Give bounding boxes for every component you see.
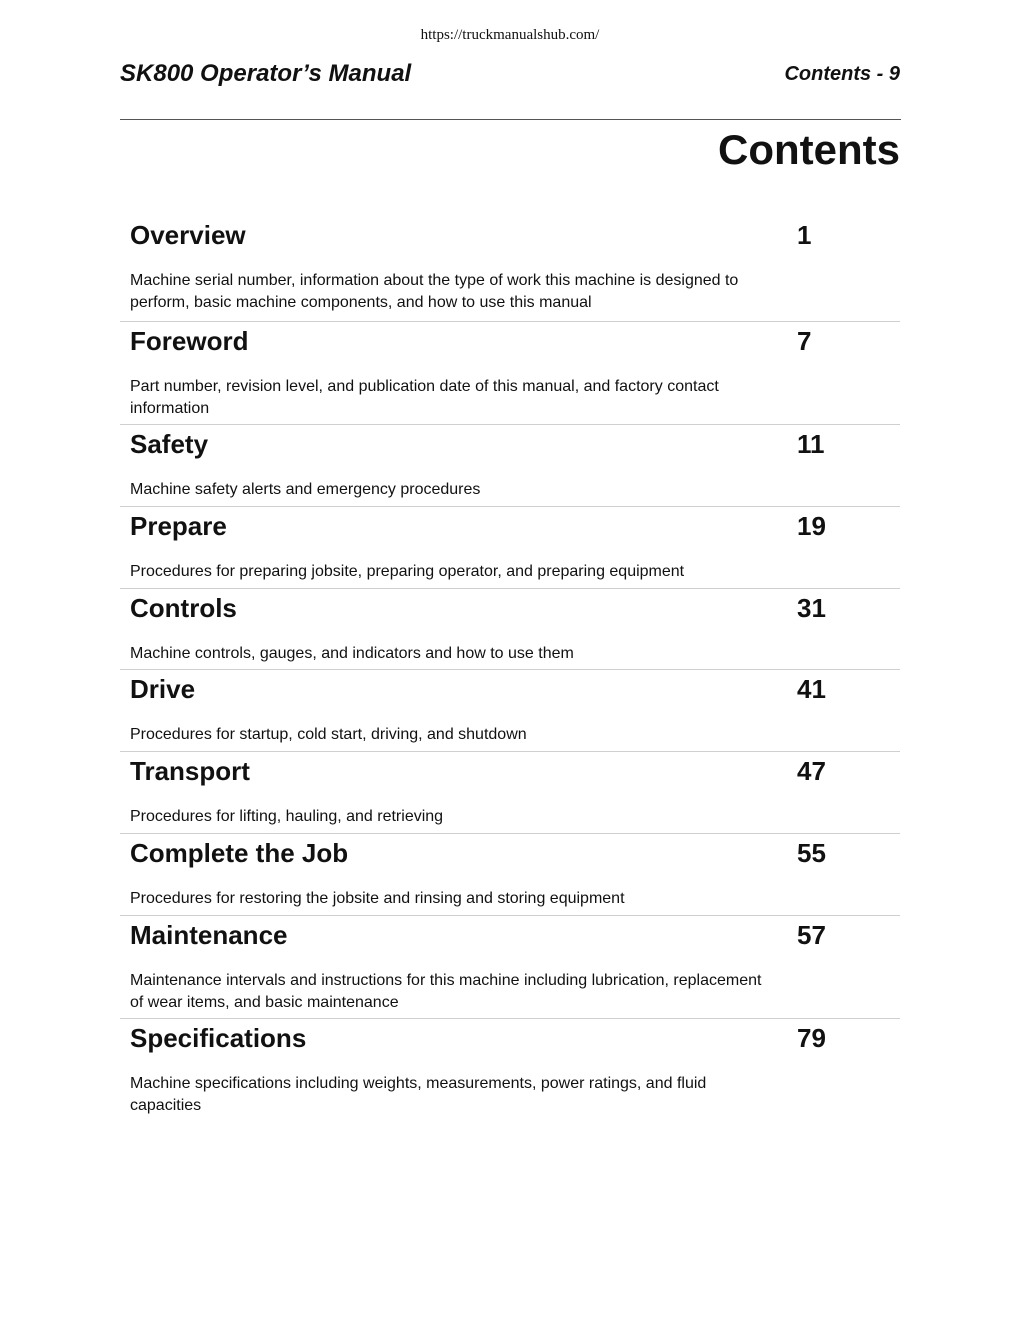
toc-entry-description: Machine specifications including weights, measurements, power ratings, and fluid capacities xyxy=(130,1075,707,1114)
source-url: https://truckmanualshub.com/ xyxy=(420,27,600,43)
toc-entry-description: Procedures for startup, cold start, driving, and shutdown xyxy=(130,726,527,743)
toc-entry-page[interactable]: 47 xyxy=(797,756,826,786)
toc-entry-title[interactable]: Specifications xyxy=(130,1023,307,1053)
toc-entry-overview[interactable] xyxy=(120,216,900,322)
toc-entry-page[interactable]: 7 xyxy=(797,326,812,356)
toc-entry-specifications[interactable] xyxy=(120,1019,900,1129)
toc-entry-title[interactable]: Controls xyxy=(130,593,237,623)
toc-entry-page[interactable]: 79 xyxy=(797,1023,826,1053)
toc-entry-description: Machine safety alerts and emergency procedures xyxy=(130,481,481,498)
toc-entry-page[interactable]: 11 xyxy=(797,429,825,459)
toc-entry-description: Procedures for lifting, hauling, and retrieving xyxy=(130,808,444,825)
toc-entry-controls[interactable] xyxy=(120,589,900,670)
toc-entry-description: Maintenance intervals and instructions for this machine including lubrication, replacement of wear items, and basic maintenance xyxy=(130,972,762,1011)
manual-title: SK800 Operator’s Manual xyxy=(120,60,412,87)
toc-entry-transport[interactable] xyxy=(120,752,900,834)
toc-entry-page[interactable]: 55 xyxy=(797,838,826,868)
toc-entry-title[interactable]: Foreword xyxy=(130,326,249,356)
toc-entry-title[interactable]: Transport xyxy=(130,756,250,786)
toc-entry-title[interactable]: Overview xyxy=(130,220,246,250)
toc-entry-description: Machine controls, gauges, and indicators and how to use them xyxy=(130,645,574,662)
toc-entry-maintenance[interactable] xyxy=(120,916,900,1019)
toc-entry-description: Procedures for restoring the jobsite and rinsing and storing equipment xyxy=(130,890,625,907)
toc-entry-complete-the-job[interactable] xyxy=(120,834,900,916)
toc-entry-title[interactable]: Prepare xyxy=(130,511,227,541)
toc-entry-safety[interactable] xyxy=(120,425,900,507)
toc-entry-page[interactable]: 31 xyxy=(797,593,826,623)
toc-entry-description: Machine serial number, information about the type of work this machine is designed to perform, basic machine components, and how to use this manual xyxy=(130,272,739,311)
toc-entry-page[interactable]: 19 xyxy=(797,511,826,541)
toc-entry-title[interactable]: Complete the Job xyxy=(130,838,349,868)
table-of-contents xyxy=(120,216,900,1129)
toc-entry-title[interactable]: Safety xyxy=(130,429,209,459)
toc-entry-page[interactable]: 1 xyxy=(797,220,812,250)
toc-entry-page[interactable]: 41 xyxy=(797,674,826,704)
toc-entry-prepare[interactable] xyxy=(120,507,900,589)
page-title: Contents xyxy=(718,126,900,173)
toc-entry-page[interactable]: 57 xyxy=(797,920,826,950)
toc-entry-title[interactable]: Drive xyxy=(130,674,196,704)
page-number-label: Contents - 9 xyxy=(784,63,900,85)
toc-entry-description: Procedures for preparing jobsite, preparing operator, and preparing equipment xyxy=(130,563,685,580)
toc-entry-description: Part number, revision level, and publication date of this manual, and factory contact information xyxy=(130,378,719,417)
toc-entry-drive[interactable] xyxy=(120,670,900,752)
toc-entry-foreword[interactable] xyxy=(120,322,900,425)
toc-entry-title[interactable]: Maintenance xyxy=(130,920,288,950)
running-header xyxy=(120,60,900,92)
header-divider xyxy=(120,119,901,120)
